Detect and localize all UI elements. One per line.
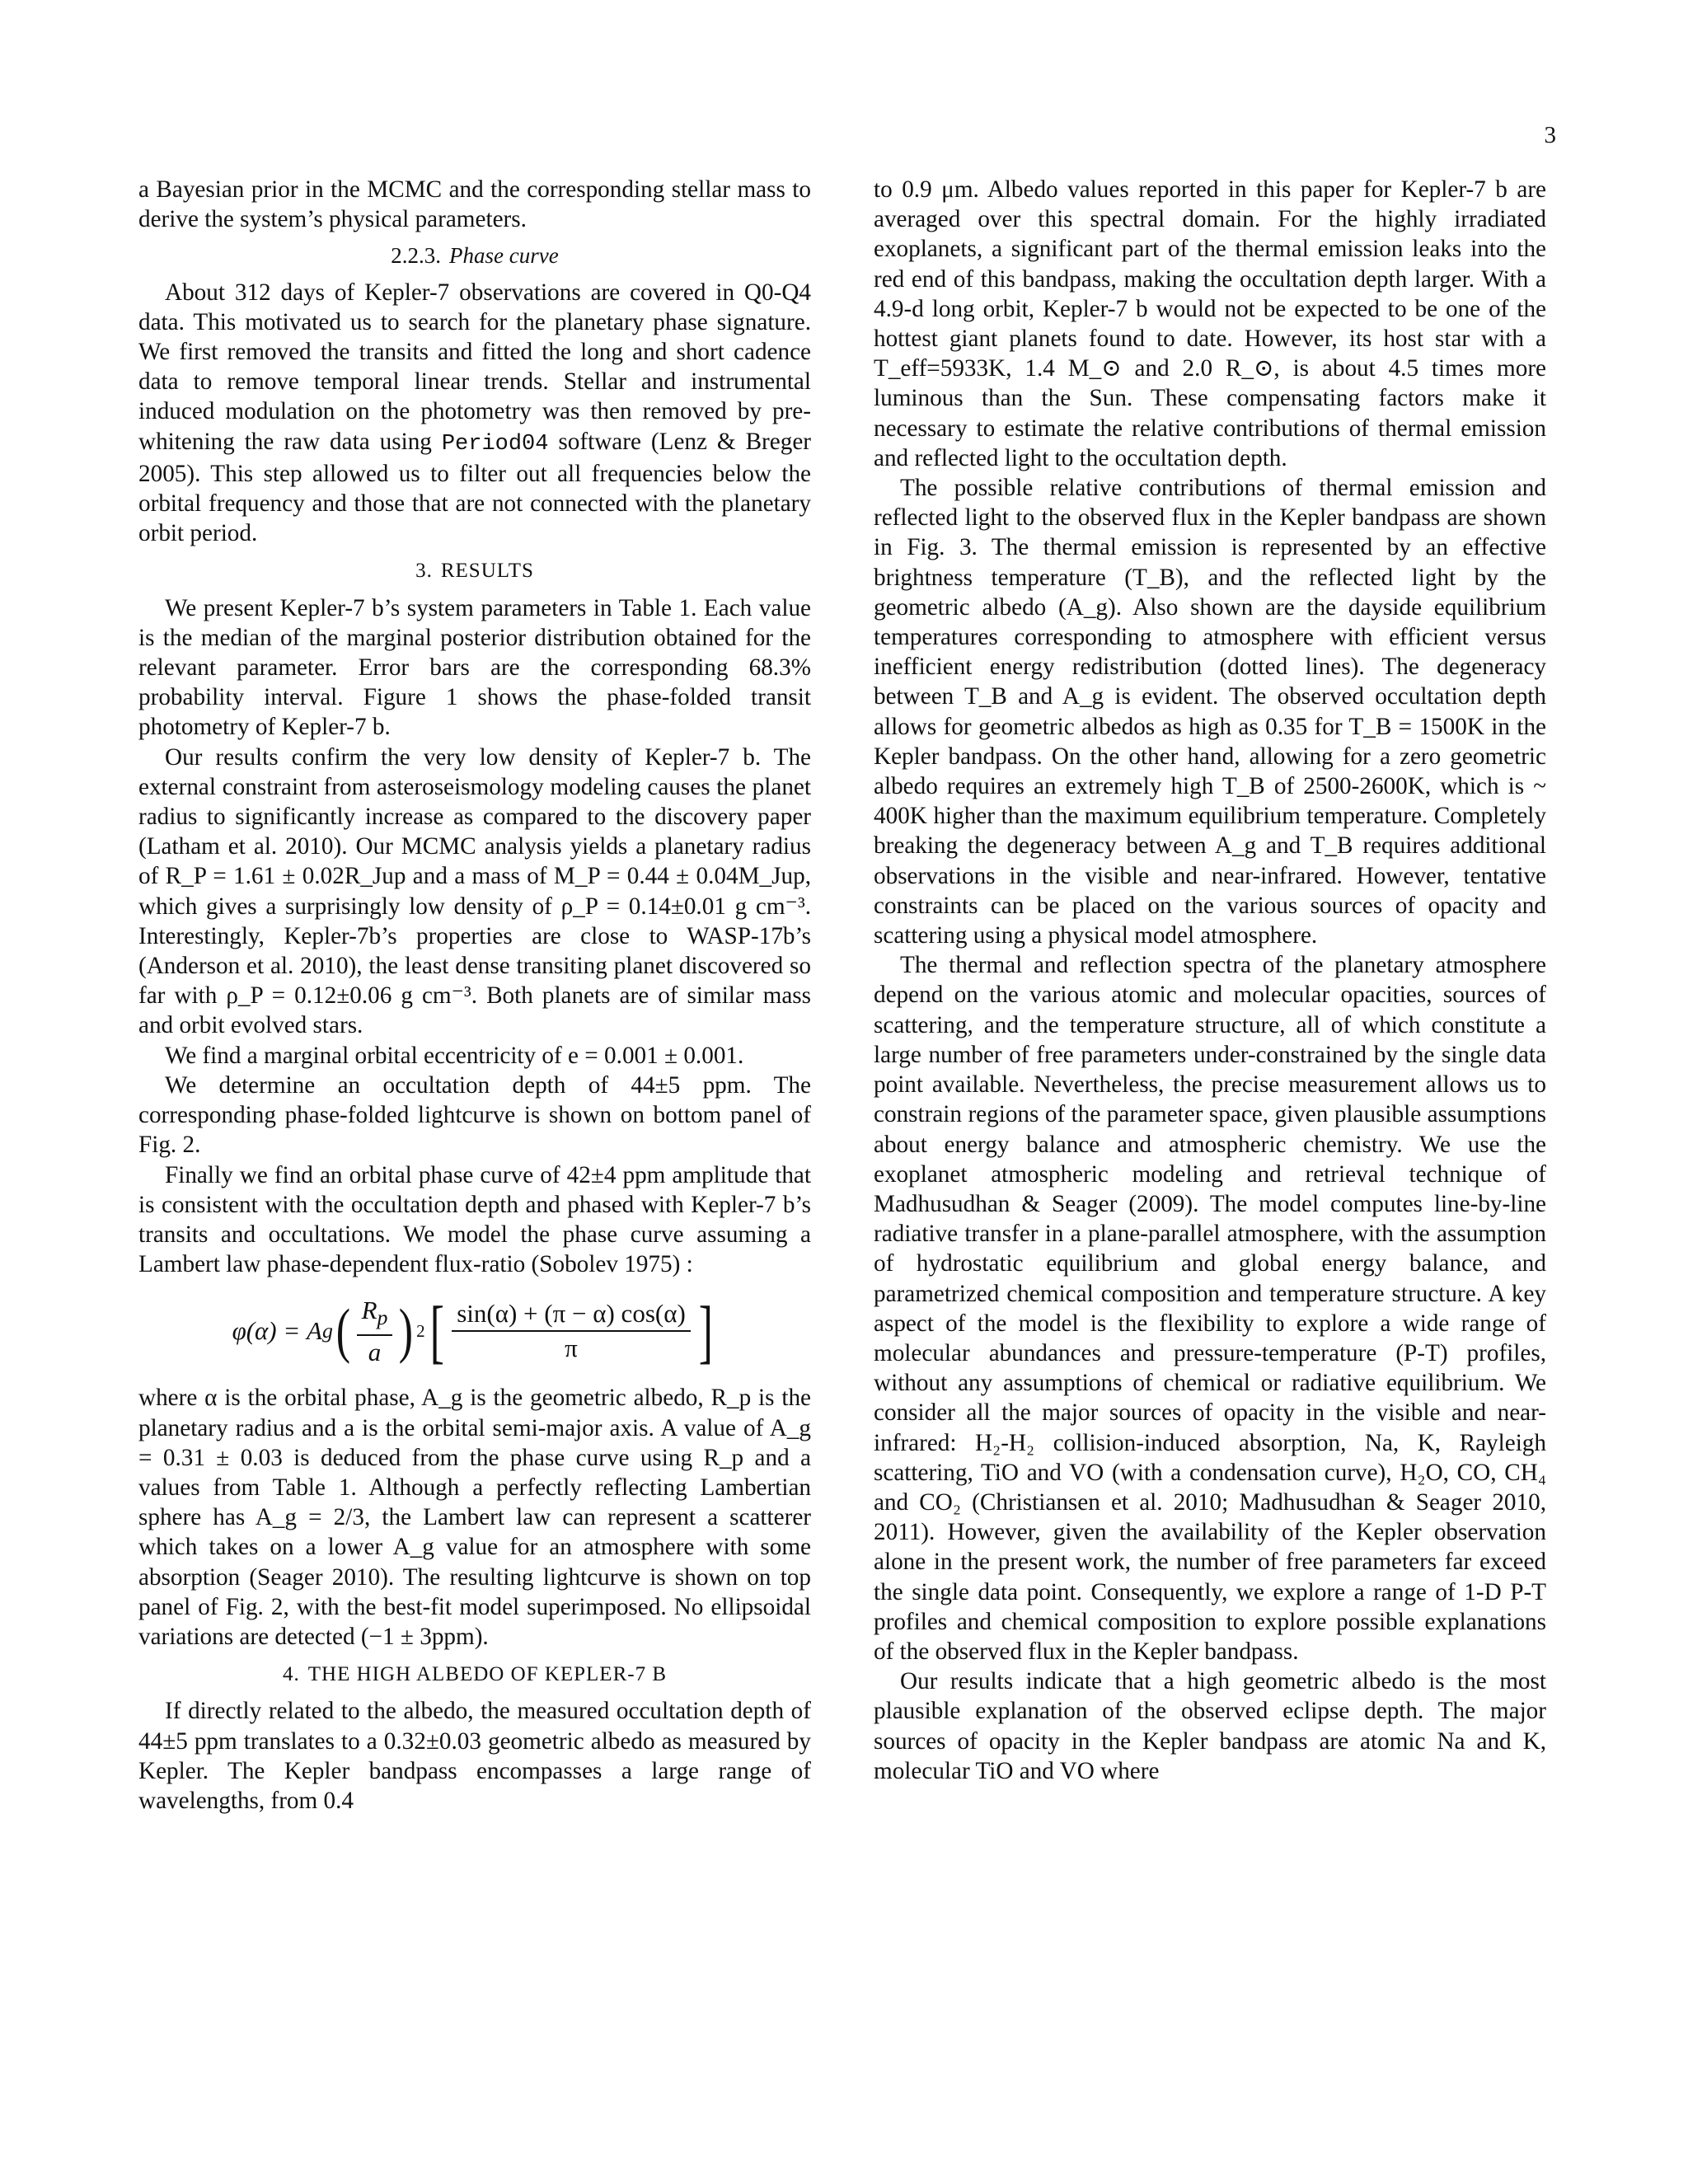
right-paren: )	[399, 1297, 414, 1366]
paragraph: We determine an occultation depth of 44±5 ppm. The corresponding phase-folded lightcurve is shown on bottom panel of Fig. 2.	[138, 1071, 811, 1159]
paragraph: a Bayesian prior in the MCMC and the corresponding stellar mass to derive the system’s physical parameters.	[138, 176, 811, 233]
text-run: software (Lenz & Breger 2005). This step allowed us to filter out all frequencies below the orbital frequency and those that are not connected with the planetary orbit period.	[138, 428, 811, 547]
paragraph: Our results indicate that a high geometric albedo is the most plausible explanation of the observed eclipse depth. The major sources of opacity in the Kepler bandpass are atomic Na and K, molecular TiO and VO where	[874, 1668, 1546, 1784]
paragraph: where α is the orbital phase, A_g is the geometric albedo, R_p is the planetary radius and a is the orbital semi-major axis. A value of A_g = 0.31 ± 0.03 is deduced from the phase curve using R_p and a values from Table 1. Although a perfectly reflecting Lambertian sphere has A_g = 2/3, the Lambert law can represent a scatterer which takes on a lower A_g value for an atmosphere with some absorption (Seager 2010). The resulting lightcurve is shown on top panel of Fig. 2, with the best-fit model superimposed. No ellipsoidal variations are detected (−1 ± 3ppm).	[138, 1385, 811, 1650]
section-number: 4.	[283, 1663, 300, 1686]
paragraph: Our results confirm the very low density of Kepler-7 b. The external constraint from asteroseismology modeling causes the planet radius to significantly increase as compared to the discovery paper (Latham et al. 2010). Our MCMC analysis yields a planetary radius of R_P = 1.61 ± 0.02R_Jup and a mass of M_P = 0.44 ± 0.04M_Jup, which gives a surprisingly low density of ρ_P = 0.14±0.01 g cm⁻³. Interestingly, Kepler-7b’s properties are close to WASP-17b’s (Anderson et al. 2010), the least dense transiting planet discovered so far with ρ_P = 0.12±0.06 g cm⁻³. Both planets are of similar mass and orbit evolved stars.	[138, 743, 811, 1039]
text-run: About 312 days of Kepler-7 observations are covered in Q0-Q4 data. This motivated us to search for the planetary phase signature. We first removed the transits and fitted the long and short cadence data to remove temporal linear trends. Stellar and instrumental induced modulation on the photometry was then removed by pre-whitening the raw data using	[138, 279, 811, 455]
paragraph: The possible relative contributions of thermal emission and reflected light to the observed flux in the Kepler bandpass are shown in Fig. 3. The thermal emission is represented by an effective brightness temperature (T_B), and the reflected light by the geometric albedo (A_g). Also shown are the dayside equilibrium temperatures corresponding to atmosphere with efficient versus inefficient energy redistribution (dotted lines). The degeneracy between T_B and A_g is evident. The observed occultation depth allows for geometric albedos as high as 0.35 for T_B = 1500K in the Kepler bandpass. On the other hand, allowing for a zero geometric albedo requires an extremely high T_B of 2500-2600K, which is ~ 400K higher than the maximum equilibrium temperature. Completely breaking the degeneracy between A_g and T_B requires additional observations in the visible and near-infrared. However, tentative constraints can be placed on the various sources of opacity and scattering using a physical model atmosphere.	[874, 475, 1546, 949]
left-bracket: [	[429, 1291, 444, 1371]
paragraph: We find a marginal orbital eccentricity of e = 0.001 ± 0.001.	[165, 1042, 744, 1069]
left-paren: (	[335, 1297, 350, 1366]
paragraph: If directly related to the albedo, the measured occultation depth of 44±5 ppm translates to a 0.32±0.03 geometric albedo as measured by Kepler. The Kepler bandpass encompasses a large range of wavelengths, from 0.4	[138, 1698, 811, 1814]
section-heading	[138, 1660, 811, 1690]
software-name: Period04	[441, 431, 549, 457]
phase-function-denominator: π	[565, 1333, 578, 1363]
paragraph: We present Kepler-7 b’s system parameters in Table 1. Each value is the median of the marginal posterior distribution obtained for the relevant parameter. Error bars are the corresponding 68.3% probability interval. Figure 1 shows the phase-folded transit photometry of Kepler-7 b.	[138, 594, 811, 741]
equation-power: 2	[416, 1321, 425, 1342]
ratio-denominator: a	[368, 1337, 382, 1366]
right-column	[874, 175, 1546, 1786]
page-number: 3	[1544, 122, 1556, 148]
left-column	[138, 175, 811, 1816]
section-title: THE HIGH ALBEDO OF KEPLER-7 B	[307, 1663, 667, 1686]
right-bracket: ]	[698, 1291, 713, 1371]
ratio-numerator-sub: p	[377, 1305, 388, 1329]
paragraph	[138, 278, 811, 549]
phase-function-fraction	[452, 1299, 691, 1363]
subsection-number: 2.2.3.	[391, 243, 442, 269]
section-title: RESULTS	[440, 560, 534, 583]
equation-lhs-sub: g	[322, 1319, 333, 1343]
phase-function-numerator: sin(α) + (π − α) cos(α)	[452, 1299, 691, 1332]
equation-lhs: φ(α) = A	[232, 1316, 322, 1346]
section-number: 3.	[415, 560, 433, 583]
ratio-numerator: R	[361, 1295, 377, 1324]
paragraph: Finally we find an orbital phase curve of 42±4 ppm amplitude that is consistent with the occultation depth and phased with Kepler-7 b’s transits and occultations. We model the phase curve assuming a Lambert law phase-dependent flux-ratio (Sobolev 1975) :	[138, 1161, 811, 1278]
paragraph: to 0.9 μm. Albedo values reported in this paper for Kepler-7 b are averaged over this spectral domain. For the highly irradiated exoplanets, a significant part of the thermal emission leaks into the red end of this bandpass, making the occultation depth larger. With a 4.9-d long orbit, Kepler-7 b would not be expected to be one of the hottest giant planets found to date. However, its host star with a T_eff=5933K, 1.4 M_⊙ and 2.0 R_⊙, is about 4.5 times more luminous than the Sun. These compensating factors make it necessary to estimate the relative contributions of thermal emission and reflected light to the occultation depth.	[874, 176, 1546, 471]
phase-curve-equation	[138, 1286, 811, 1376]
section-heading	[138, 556, 811, 586]
subsection-heading	[138, 241, 811, 270]
paragraph: The thermal and reflection spectra of the planetary atmosphere depend on the various atomic and molecular opacities, sources of scattering, and the temperature structure, all of which constitute a large number of free parameters under-constrained by the single data point available. Nevertheless, the precise measurement allows us to constrain regions of the parameter space, given plausible assumptions about energy balance and atmospheric chemistry. We use the exoplanet atmospheric modeling and retrieval technique of Madhusudhan & Seager (2009). The model computes line-by-line radiative transfer in a plane-parallel atmosphere, with the assumption of hydrostatic equilibrium and global energy balance, and parametrized chemical composition and temperature structure. A key aspect of the model is the flexibility to explore a wide range of molecular abundances and pressure-temperature (P-T) profiles, without any assumptions of chemical or radiative equilibrium. We consider all the major sources of opacity in the visible and near-infrared: H₂-H₂ collision-induced absorption, Na, K, Rayleigh scattering, TiO and VO (with a condensation curve), H₂O, CO, CH₄ and CO₂ (Christiansen et al. 2010; Madhusudhan & Seager 2010, 2011). However, given the availability of the Kepler observation alone in the present work, the number of free parameters far exceed the single data point. Consequently, we explore a range of 1-D P-T profiles and chemical composition to explore possible explanations of the observed flux in the Kepler bandpass.	[874, 952, 1546, 1665]
subsection-title: Phase curve	[449, 243, 559, 269]
radius-ratio-fraction	[357, 1296, 393, 1368]
